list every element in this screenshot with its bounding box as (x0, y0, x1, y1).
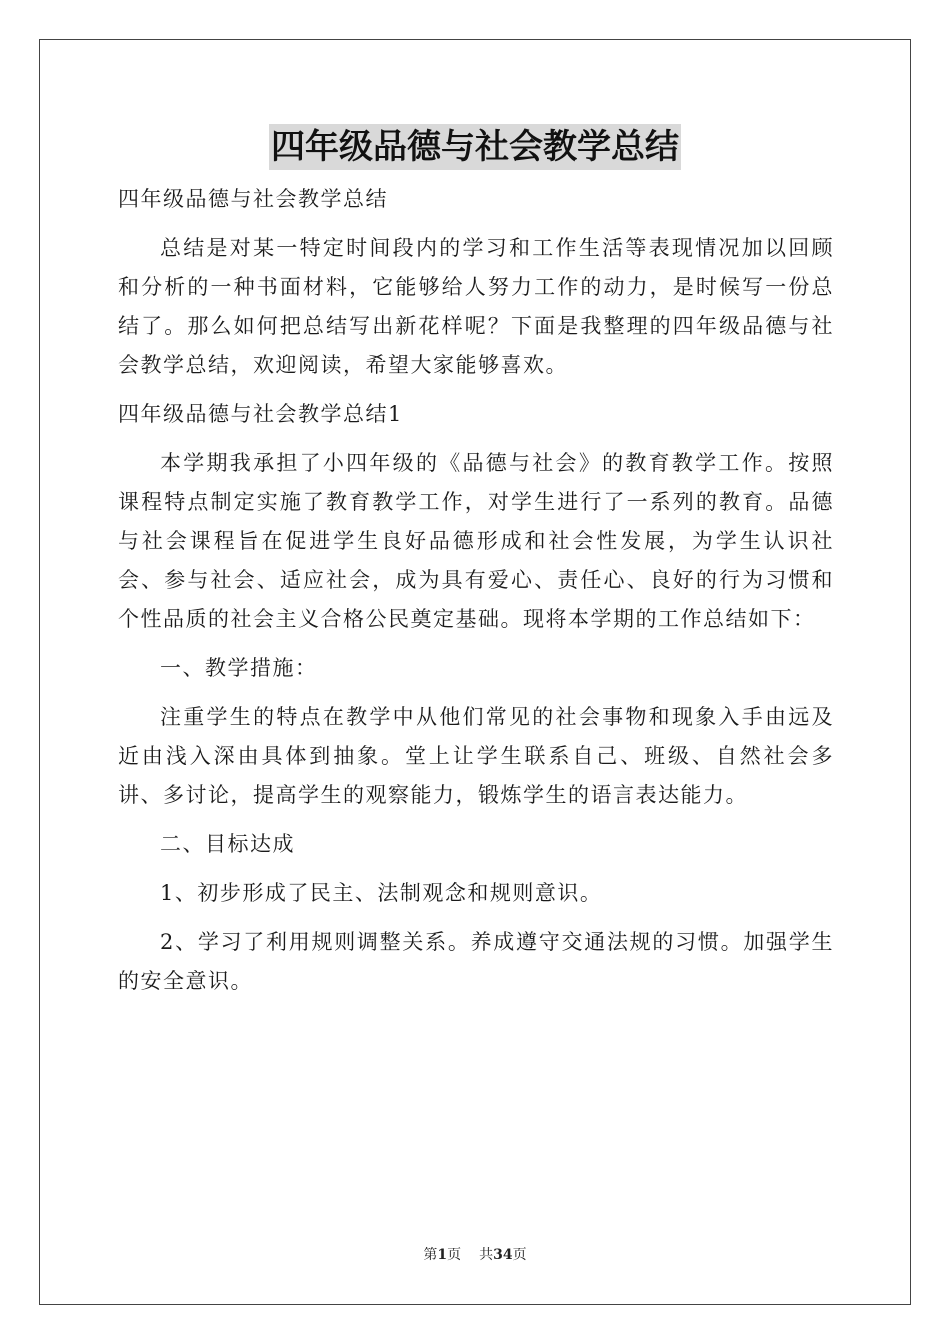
page-number: 1 (437, 1247, 448, 1263)
paragraph: 四年级品德与社会教学总结 (118, 187, 388, 211)
document-body (118, 180, 834, 1011)
paragraph: 一、教学措施： (160, 656, 318, 680)
page-prefix: 第 (423, 1247, 438, 1263)
paragraph: 总结是对某一特定时间段内的学习和工作生活等表现情况加以回顾和分析的一种书面材料，它能够给人努力工作的动力，是时候写一份总结了。那么如何把总结写出新花样呢？下面是我整理的四年级品德与社会教学总结，欢迎阅读，希望大家能够喜欢。 (118, 236, 834, 377)
paragraph: 注重学生的特点在教学中从他们常见的社会事物和现象入手由远及近由浅入深由具体到抽象。堂上让学生联系自己、班级、自然社会多讲、多讨论，提高学生的观察能力，锻炼学生的语言表达能力。 (118, 705, 834, 807)
paragraph: 2、学习了利用规则调整关系。养成遵守交通法规的习惯。加强学生的安全意识。 (118, 930, 834, 993)
document-title: 四年级品德与社会教学总结 (269, 124, 681, 170)
total-prefix: 共 (479, 1247, 494, 1263)
paragraph: 本学期我承担了小四年级的《品德与社会》的教育教学工作。按照课程特点制定实施了教育教学工作，对学生进行了一系列的教育。品德与社会课程旨在促进学生良好品德形成和社会性发展，为学生认识社会、参与社会、适应社会，成为具有爱心、责任心、良好的行为习惯和个性品质的社会主义合格公民奠定基础。现将本学期的工作总结如下： (118, 451, 834, 631)
paragraph: 四年级品德与社会教学总结1 (118, 402, 403, 426)
total-pages: 34 (493, 1247, 513, 1263)
paragraph: 二、目标达成 (160, 832, 295, 856)
page-footer (0, 1244, 950, 1264)
total-suffix: 页 (512, 1247, 527, 1263)
title-container (0, 124, 950, 170)
page-suffix: 页 (447, 1247, 462, 1263)
paragraph: 1、初步形成了民主、法制观念和规则意识。 (160, 881, 603, 905)
